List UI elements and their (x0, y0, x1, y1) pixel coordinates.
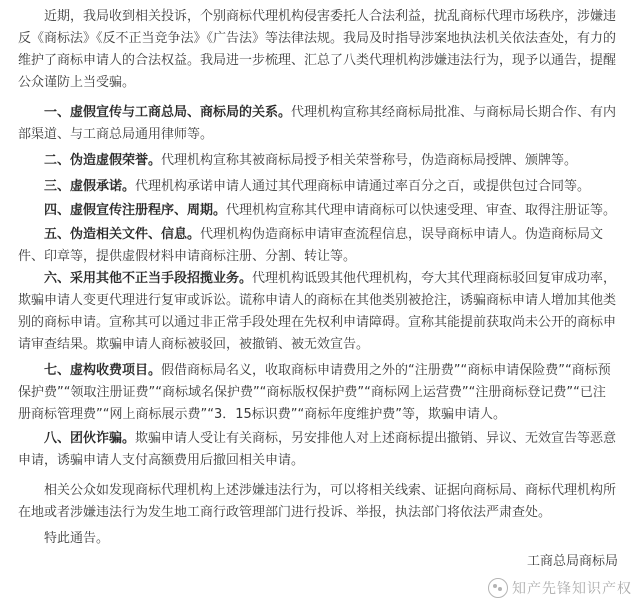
item-1-body: 代理机构宣称其经商标局批准、与商标局长期合作、有内部渠道、与工商总局通用律师等。 (18, 105, 617, 142)
signature: 工商总局商标局 (526, 554, 618, 569)
item-7-heading: 七、虚构收费项目。 (44, 363, 162, 378)
item-2-heading: 二、伪造虚假荣誉。 (44, 153, 162, 168)
watermark (488, 578, 632, 598)
item-2-body: 代理机构宣称其被商标局授予相关荣誉称号，伪造商标局授牌、颁牌等。 (161, 153, 578, 168)
item-8-heading: 八、团伙诈骗。 (44, 431, 136, 446)
item-4-body: 代理机构宣称其代理申请商标可以快速受理、审查、取得注册证等。 (226, 203, 617, 218)
intro-paragraph: 近期，我局收到相关投诉，个别商标代理机构侵害委托人合法利益，扰乱商标代理市场秩序，涉嫌违反《商标法》《反不正当竞争法》《广告法》等法律法规。我局及时指导涉案地执法机关依法查处，有力的维护了商标申请人的合法权益。我局进一步梳理、汇总了八类代理机构涉嫌违法行为，现予以通告，提醒公众谨防上当受骗。 (18, 9, 617, 90)
item-4-heading: 四、虚假宣传注册程序、周期。 (44, 203, 227, 218)
closing-paragraph: 相关公众如发现商标代理机构上述涉嫌违法行为，可以将相关线索、证据向商标局、商标代理机构所在地或者涉嫌违法行为发生地工商行政管理部门进行投诉、举报，执法部门将依法严肃查处。 (18, 483, 617, 520)
item-6-body: 代理机构诋毁其他代理机构，夸大其代理商标驳回复审成功率，欺骗申请人变更代理进行复审或诉讼。谎称申请人的商标在其他类别被抢注，诱骗商标申请人增加其他类别的商标申请。宣称其可以通过非正常手段处理在先权利申请障碍。宣称其能提前获取尚未公开的商标申请审查结果。欺骗申请人商标被驳回，被撤销、被无效宣告。 (18, 271, 617, 352)
item-5-heading: 五、伪造相关文件、信息。 (44, 227, 201, 242)
item-3-heading: 三、虚假承诺。 (44, 179, 136, 194)
item-6-heading: 六、采用其他不正当手段招揽业务。 (44, 271, 253, 286)
notice-line: 特此通告。 (44, 531, 110, 546)
item-5-body: 代理机构伪造商标申请审查流程信息，误导商标申请人。伪造商标局文件、印章等，提供虚假材料申请商标注册、分割、转让等。 (18, 227, 604, 264)
item-7 (18, 360, 618, 426)
item-8 (18, 428, 618, 472)
item-1-heading: 一、虚假宣传与工商总局、商标局的关系。 (44, 105, 292, 120)
item-7-body: 假借商标局名义，收取商标申请费用之外的“注册费”“商标申请保险费”“商标预保护费”“领取注册证费”“商标域名保护费”“商标版权保护费”“商标网上运营费”“注册商标登记费”“已注册商标管理费”“网上商标展示费”“3．15标识费”“商标年度维护费”等，欺骗申请人。 (18, 363, 611, 422)
item-5 (18, 224, 618, 268)
item-2 (18, 150, 618, 172)
item-3 (18, 176, 618, 198)
item-4 (18, 200, 618, 222)
item-6 (18, 268, 618, 356)
wechat-icon (488, 578, 508, 598)
item-8-body: 欺骗申请人受让有关商标，另安排他人对上述商标提出撤销、异议、无效宣告等恶意申请，诱骗申请人支付高额费用后撤回相关申请。 (18, 431, 617, 468)
watermark-text: 知产先锋知识产权 (512, 581, 632, 597)
item-1 (18, 102, 618, 146)
item-3-body: 代理机构承诺申请人通过其代理商标申请通过率百分之百，或提供包过合同等。 (135, 179, 591, 194)
